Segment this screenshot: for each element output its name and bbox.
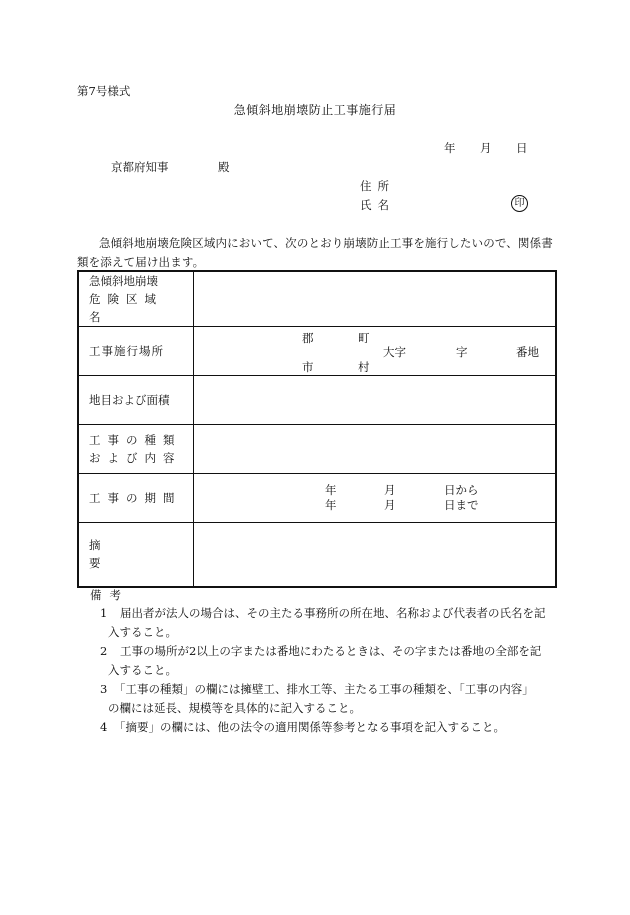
land-value[interactable] xyxy=(194,376,557,425)
intro-text: 急傾斜地崩壊危険区域内において、次のとおり崩壊防止工事を施行したいので、関係書類を添えて届け出ます。 xyxy=(77,236,553,269)
note-line: の欄には延長、規模等を具体的に記入すること。 xyxy=(108,701,361,715)
note-item xyxy=(88,718,558,737)
addressee: 京都府知事 xyxy=(111,160,169,174)
label-text: 工事の期間 xyxy=(89,491,182,505)
note-number: 1 xyxy=(100,606,108,620)
note-line: 入すること。 xyxy=(108,663,177,677)
period-label xyxy=(78,474,194,523)
date-day-label: 日 xyxy=(516,141,528,155)
table-row xyxy=(78,523,556,587)
site-label xyxy=(78,327,194,376)
table-row xyxy=(78,425,556,474)
note-number: 4 xyxy=(100,720,108,734)
end-year-label: 年 xyxy=(325,498,337,512)
form-number: 第7号様式 xyxy=(77,84,131,98)
notes-heading: 備考 xyxy=(90,588,129,602)
mura-label: 村 xyxy=(358,360,370,374)
form-title: 急傾斜地崩壊防止工事施行届 xyxy=(233,103,397,117)
label-line: および内容 xyxy=(89,451,182,465)
shi-label: 市 xyxy=(302,360,314,374)
note-line: 工事の場所が2以上の字または番地にわたるときは、その字または番地の全部を記 xyxy=(120,644,542,658)
note-line: 「摘要」の欄には、他の法令の適用関係等参考となる事項を記入すること。 xyxy=(114,720,505,734)
start-day-label: 日から xyxy=(444,483,479,497)
end-day-label: 日まで xyxy=(444,498,479,512)
remarks-value[interactable] xyxy=(194,523,557,587)
note-number: 2 xyxy=(100,644,108,658)
start-year-label: 年 xyxy=(325,483,337,497)
area-name-label xyxy=(78,271,194,327)
area-name-value[interactable] xyxy=(194,271,557,327)
work-type-label xyxy=(78,425,194,474)
label-text: 摘要 xyxy=(89,538,163,571)
label-line: 危険区域名 xyxy=(89,292,163,324)
gun-label: 郡 xyxy=(302,331,314,345)
machi-label: 町 xyxy=(358,331,370,345)
label-text: 工事施行場所 xyxy=(89,344,164,358)
note-item xyxy=(88,680,558,718)
table-row xyxy=(78,474,556,523)
site-value[interactable] xyxy=(194,327,557,376)
note-line: 届出者が法人の場合は、その主たる事務所の所在地、名称および代表者の氏名を記 xyxy=(120,606,546,620)
note-number: 3 xyxy=(100,682,108,696)
table-row xyxy=(78,271,556,327)
note-item xyxy=(88,604,558,642)
oaza-label: 大字 xyxy=(383,345,406,359)
date-year-label: 年 xyxy=(444,141,456,155)
note-line: 「工事の種類」の欄には擁壁工、排水工等、主たる工事の種類を、「工事の内容」 xyxy=(114,682,534,696)
honorific: 殿 xyxy=(218,160,230,174)
label-line: 急傾斜地崩壊 xyxy=(89,274,158,288)
table-row xyxy=(78,376,556,425)
label-line: 工事の種類 xyxy=(89,433,182,447)
note-line: 入すること。 xyxy=(108,625,177,639)
note-item xyxy=(88,642,558,680)
aza-label: 字 xyxy=(456,345,468,359)
start-month-label: 月 xyxy=(384,483,396,497)
remarks-label xyxy=(78,523,194,587)
seal-icon: 印 xyxy=(511,195,528,212)
work-type-value[interactable] xyxy=(194,425,557,474)
application-table xyxy=(77,270,557,588)
land-label xyxy=(78,376,194,425)
date-month-label: 月 xyxy=(480,141,492,155)
end-month-label: 月 xyxy=(384,498,396,512)
table-row xyxy=(78,327,556,376)
banchi-label: 番地 xyxy=(516,345,539,359)
label-text: 地目および面積 xyxy=(89,393,170,407)
address-label: 住所 xyxy=(360,179,395,193)
period-value[interactable] xyxy=(194,474,557,523)
name-label: 氏名 xyxy=(360,198,395,212)
